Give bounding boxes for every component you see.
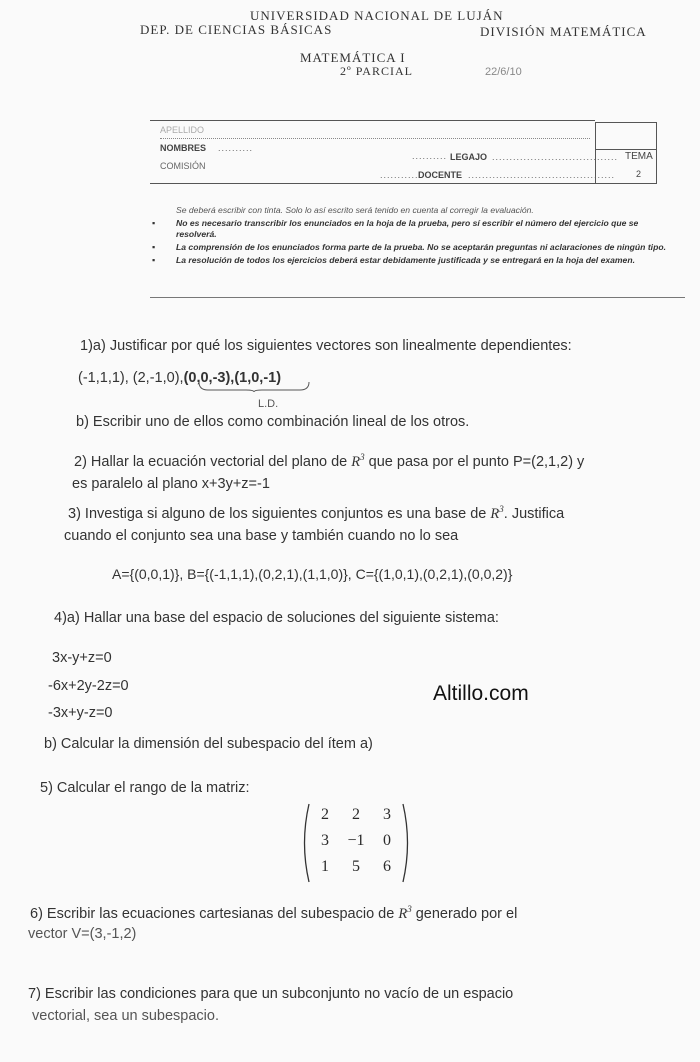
docente-dots: .......................................... — [468, 170, 616, 180]
matrix-cell: 2 — [321, 806, 329, 823]
matrix-row-2 — [310, 832, 402, 850]
q2-line1-start: 2) Hallar la ecuación vectorial del plano de — [74, 453, 348, 470]
matrix-cell: 3 — [383, 806, 391, 823]
apellido-label: APELLIDO — [160, 125, 205, 135]
matrix-cell: 5 — [352, 858, 360, 875]
comision-label: COMISIÓN — [160, 161, 206, 171]
matrix — [300, 802, 412, 884]
handwritten-note: L.D. — [258, 398, 279, 410]
q3-line1-end: . Justifica — [503, 505, 565, 522]
q6-line1 — [30, 904, 517, 923]
instruction-4: ▪ La resolución de todos los ejercicios deberá estar debidamente justificada y se entregará en la hoja del examen. — [150, 255, 680, 266]
instruction-2: ▪ No es necesario transcribir los enunciados en la hoja de la prueba, pero sí escribir el número del ejercicio que se resolverá. — [150, 218, 680, 240]
division-name: DIVISIÓN MATEMÁTICA — [480, 24, 647, 39]
q3-line1 — [68, 504, 564, 523]
handwritten-brace — [198, 382, 310, 392]
q1-vectors-part-a: (-1,1,1), (2,-1,0), — [78, 370, 184, 386]
legajo-dots-left: .......... — [412, 151, 448, 161]
q5-text: 5) Calcular el rango de la matriz: — [40, 780, 250, 796]
instructions-list — [150, 205, 680, 268]
q3-line2: cuando el conjunto sea una base y también cuando no lo sea — [64, 528, 459, 544]
nombres-label: NOMBRES — [160, 143, 207, 153]
q2-line2: es paralelo al plano x+3y+z=-1 — [72, 476, 270, 492]
docente-label: DOCENTE — [418, 170, 463, 180]
q4-equation-1: 3x-y+z=0 — [52, 650, 112, 666]
r3-symbol: $R^3$ — [351, 452, 365, 470]
q3-line1-start: 3) Investiga si alguno de los siguientes conjuntos es una base de — [68, 505, 487, 522]
q1b-text: b) Escribir uno de ellos como combinación lineal de los otros. — [76, 414, 470, 430]
q4-equation-2: -6x+2y-2z=0 — [48, 678, 129, 694]
matrix-cell: 3 — [321, 832, 329, 849]
nombres-dots: .......... — [218, 143, 254, 153]
matrix-cell: 2 — [352, 806, 360, 823]
q3-sets: A={(0,0,1)}, B={(-1,1,1),(0,2,1),(1,1,0)}, C={(1,0,1),(0,2,1),(0,0,2)} — [112, 566, 513, 582]
q4-equation-3: -3x+y-z=0 — [48, 705, 113, 721]
q6-line1-end: generado por el — [415, 905, 518, 922]
q2-line1 — [74, 452, 584, 471]
tema-label: TEMA — [625, 151, 653, 162]
legajo-label: LEGAJO — [450, 152, 488, 162]
matrix-cell: 0 — [383, 832, 391, 849]
instructions-separator — [150, 297, 685, 298]
r3-symbol: $R^3$ — [490, 504, 504, 522]
docente-dots-left: ............ — [380, 170, 423, 180]
matrix-cell: 1 — [321, 858, 329, 875]
matrix-cell: 6 — [383, 858, 391, 875]
legajo-dots: .................................... — [492, 152, 619, 162]
tema-box — [595, 122, 657, 184]
university-name: UNIVERSIDAD NACIONAL DE LUJÁN — [250, 8, 504, 23]
q2-line1-end: que pasa por el punto P=(2,1,2) y — [368, 453, 585, 470]
q4b-text: b) Calcular la dimensión del subespacio del ítem a) — [44, 736, 373, 752]
instruction-1: Se deberá escribir con tinta. Solo lo así escrito será tenido en cuenta al corregir la evaluación. — [176, 205, 534, 215]
q1a-text: 1)a) Justificar por qué los siguientes vectores son linealmente dependientes: — [80, 338, 572, 354]
q6-line1-start: 6) Escribir las ecuaciones cartesianas del subespacio de — [30, 905, 395, 922]
student-info-box — [150, 120, 619, 184]
department-name: DEP. DE CIENCIAS BÁSICAS — [140, 22, 333, 37]
q7-line1: 7) Escribir las condiciones para que un subconjunto no vacío de un espacio — [28, 986, 514, 1002]
tema-divider — [596, 149, 656, 150]
subject-name: MATEMÁTICA I — [300, 50, 406, 65]
exam-name: 2º PARCIAL — [340, 64, 413, 78]
r3-symbol: $R^3$ — [398, 904, 412, 922]
q4a-text: 4)a) Hallar una base del espacio de soluciones del siguiente sistema: — [54, 610, 499, 626]
watermark-text: Altillo.com — [433, 682, 529, 705]
apellido-line — [160, 138, 590, 139]
matrix-cell: −1 — [347, 832, 365, 849]
q1-vectors-part-b: (0,0,-3),(1,0,-1) — [183, 370, 282, 386]
exam-date: 22/6/10 — [485, 66, 522, 78]
q7-line2: vectorial, sea un subespacio. — [32, 1008, 219, 1024]
instruction-3: ▪ La comprensión de los enunciados forma parte de la prueba. No se aceptarán preguntas ni aclaraciones de ningún tipo. — [150, 242, 680, 253]
matrix-row-1 — [310, 806, 402, 824]
matrix-row-3 — [310, 858, 402, 876]
q6-line2: vector V=(3,-1,2) — [28, 926, 137, 942]
tema-value: 2 — [636, 169, 642, 179]
